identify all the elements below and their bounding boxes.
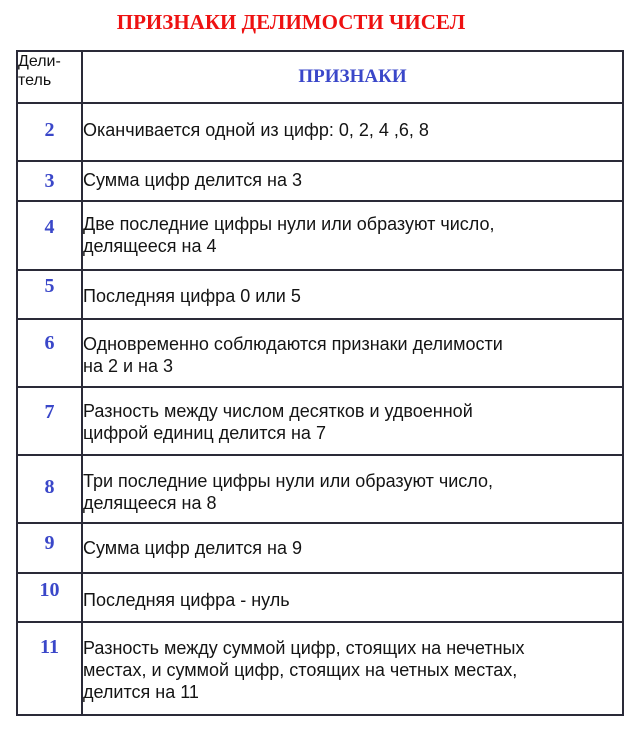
rule-cell	[82, 523, 623, 573]
divisor-cell: 11	[17, 622, 82, 715]
rule-line: Сумма цифр делится на 3	[83, 170, 302, 190]
rule-line: делящееся на 4	[83, 236, 217, 256]
rule-line: Две последние цифры нули или образуют число,	[83, 214, 495, 234]
rule-line: Последняя цифра - нуль	[83, 590, 290, 610]
header-divisor-line1: Дели-	[18, 53, 61, 70]
rule-cell	[82, 319, 623, 387]
rule-line: Разность между суммой цифр, стоящих на нечетных	[83, 638, 525, 658]
table-row	[17, 201, 623, 270]
rule-cell	[82, 573, 623, 622]
divisibility-table	[16, 50, 624, 716]
rule-cell	[82, 161, 623, 201]
table-row	[17, 319, 623, 387]
rule-line: Разность между числом десятков и удвоенной	[83, 401, 473, 421]
rule-cell	[82, 387, 623, 455]
table-row	[17, 270, 623, 319]
rule-cell	[82, 201, 623, 270]
table-header-row	[17, 51, 623, 103]
rule-line: Сумма цифр делится на 9	[83, 538, 302, 558]
rule-line: местах, и суммой цифр, стоящих на четных местах,	[83, 660, 518, 680]
rule-line: на 2 и на 3	[83, 356, 173, 376]
table-row	[17, 103, 623, 161]
header-divisor	[17, 51, 82, 103]
rule-cell	[82, 622, 623, 715]
divisor-cell: 3	[17, 161, 82, 201]
divisor-cell: 6	[17, 319, 82, 387]
table-row	[17, 523, 623, 573]
header-divisor-line2: тель	[18, 72, 52, 89]
table-row	[17, 455, 623, 523]
page-title: ПРИЗНАКИ ДЕЛИМОСТИ ЧИСЕЛ	[116, 10, 466, 34]
divisor-cell: 8	[17, 455, 82, 523]
table-row	[17, 161, 623, 201]
rule-cell	[82, 103, 623, 161]
divisor-cell: 2	[17, 103, 82, 161]
rule-line: делится на 11	[83, 682, 199, 702]
table-row	[17, 622, 623, 715]
divisor-cell: 9	[17, 523, 82, 573]
table-row	[17, 573, 623, 622]
rule-line: делящееся на 8	[83, 493, 217, 513]
rule-line: Одновременно соблюдаются признаки делимости	[83, 334, 503, 354]
divisor-cell: 4	[17, 201, 82, 270]
rule-line: Последняя цифра 0 или 5	[83, 286, 301, 306]
table-row	[17, 387, 623, 455]
rule-line: Три последние цифры нули или образуют число,	[83, 471, 493, 491]
rule-line: Оканчивается одной из цифр: 0, 2, 4 ,6, 8	[83, 120, 429, 140]
divisor-cell: 10	[17, 573, 82, 622]
header-rules: ПРИЗНАКИ	[82, 51, 623, 103]
divisor-cell: 7	[17, 387, 82, 455]
rule-cell	[82, 455, 623, 523]
rule-line: цифрой единиц делится на 7	[83, 423, 326, 443]
rule-cell	[82, 270, 623, 319]
divisor-cell: 5	[17, 270, 82, 319]
